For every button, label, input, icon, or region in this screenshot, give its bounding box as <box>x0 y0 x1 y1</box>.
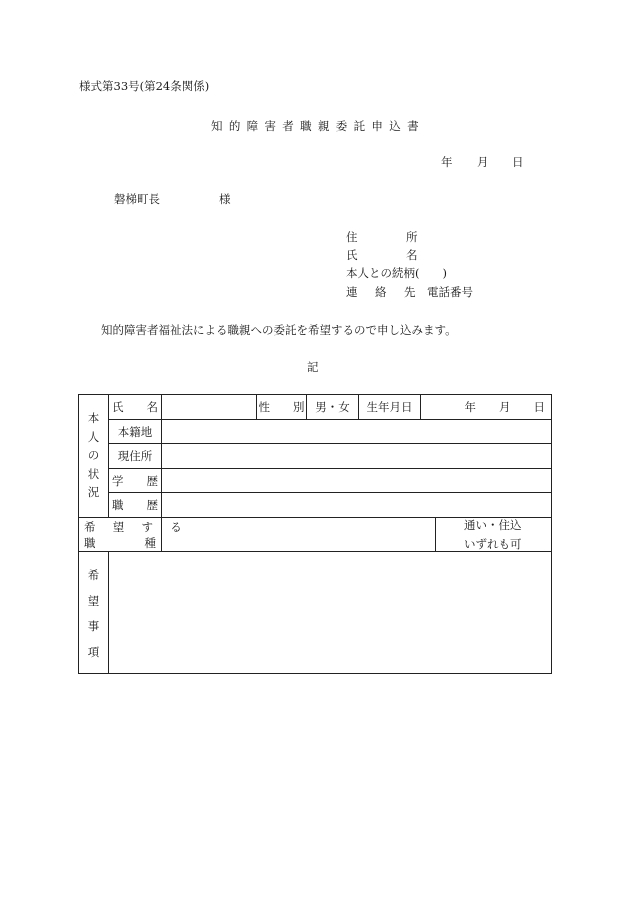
applicant-relation-label: 本人との続柄( ) <box>346 266 447 280</box>
date-day-label: 日 <box>512 155 524 169</box>
desired-job-label-cell <box>79 518 185 552</box>
education-value-field[interactable] <box>162 469 552 493</box>
name-label: 氏 名 <box>112 400 158 414</box>
applicant-address-label-1: 住 <box>346 230 358 244</box>
birthdate-label: 生年月日 <box>366 400 413 414</box>
person-section-label <box>79 395 109 518</box>
sex-label-cell <box>257 395 307 420</box>
commute-option-cell[interactable] <box>436 518 552 552</box>
wishes-label-char: 希 <box>87 568 100 582</box>
statement: 知的障害者福祉法による職親への委託を希望するので申し込みます。 <box>101 323 457 337</box>
domicile-value-field[interactable] <box>162 420 552 444</box>
wishes-label-char: 項 <box>87 644 100 659</box>
name-value-field[interactable] <box>162 395 257 420</box>
wishes-label-cell <box>79 552 109 674</box>
current-address-value-field[interactable] <box>162 444 552 469</box>
desired-job-label-top: 希 望 す る <box>84 519 185 534</box>
work-history-label: 職 歴 <box>112 498 158 512</box>
form-number: 様式第33号(第24条関係) <box>79 79 210 93</box>
applicant-phone-label: 電話番号 <box>427 285 473 299</box>
person-section-char: 況 <box>87 485 100 500</box>
applicant-name-label-2: 名 <box>406 248 418 262</box>
document-title: 知的障害者職親委託申込書 <box>211 119 425 133</box>
education-label-cell <box>109 469 162 493</box>
name-label-cell <box>109 395 162 420</box>
applicant-contact-label-2: 絡 <box>375 285 387 299</box>
current-address-label: 現住所 <box>117 449 153 463</box>
domicile-label: 本籍地 <box>117 424 153 439</box>
applicant-contact-label-1: 連 <box>346 285 358 299</box>
person-section-char: 状 <box>87 466 100 481</box>
sex-label: 性 別 <box>258 400 305 414</box>
commute-option-1: 通い・住込 <box>464 518 522 532</box>
applicant-contact-label-3: 先 <box>404 285 416 299</box>
work-history-value-field[interactable] <box>162 493 552 518</box>
date-month-label: 月 <box>477 155 489 169</box>
birthdate-label-cell <box>359 395 421 420</box>
birthdate-value-field[interactable] <box>421 395 552 420</box>
ki-mark: 記 <box>307 360 319 374</box>
birthdate-value: 年 月 日 <box>464 400 545 414</box>
person-section-char: 人 <box>87 429 100 444</box>
person-section-char: の <box>87 448 100 463</box>
wishes-value-field[interactable] <box>109 552 552 674</box>
wishes-label-char: 事 <box>87 619 100 633</box>
desired-job-value-field[interactable] <box>162 518 436 552</box>
applicant-address-label-2: 所 <box>406 230 418 244</box>
education-label: 学 歴 <box>112 473 158 488</box>
application-table <box>78 394 552 674</box>
work-history-label-cell <box>109 493 162 518</box>
applicant-name-label-1: 氏 <box>346 248 358 262</box>
person-section-char: 本 <box>87 411 100 426</box>
commute-option-2: いずれも可 <box>464 537 522 551</box>
current-address-label-cell <box>109 444 162 469</box>
desired-job-label-left: 職 <box>84 535 96 550</box>
date-year-label: 年 <box>441 155 453 169</box>
desired-job-label-right: 種 <box>144 535 156 550</box>
addressee-mayor: 磐梯町長 <box>114 192 160 206</box>
wishes-label-char: 望 <box>87 593 100 608</box>
sex-options: 男・女 <box>315 400 350 414</box>
sex-options-field[interactable] <box>307 395 359 420</box>
addressee-honorific: 様 <box>219 192 231 206</box>
domicile-label-cell <box>109 420 162 444</box>
